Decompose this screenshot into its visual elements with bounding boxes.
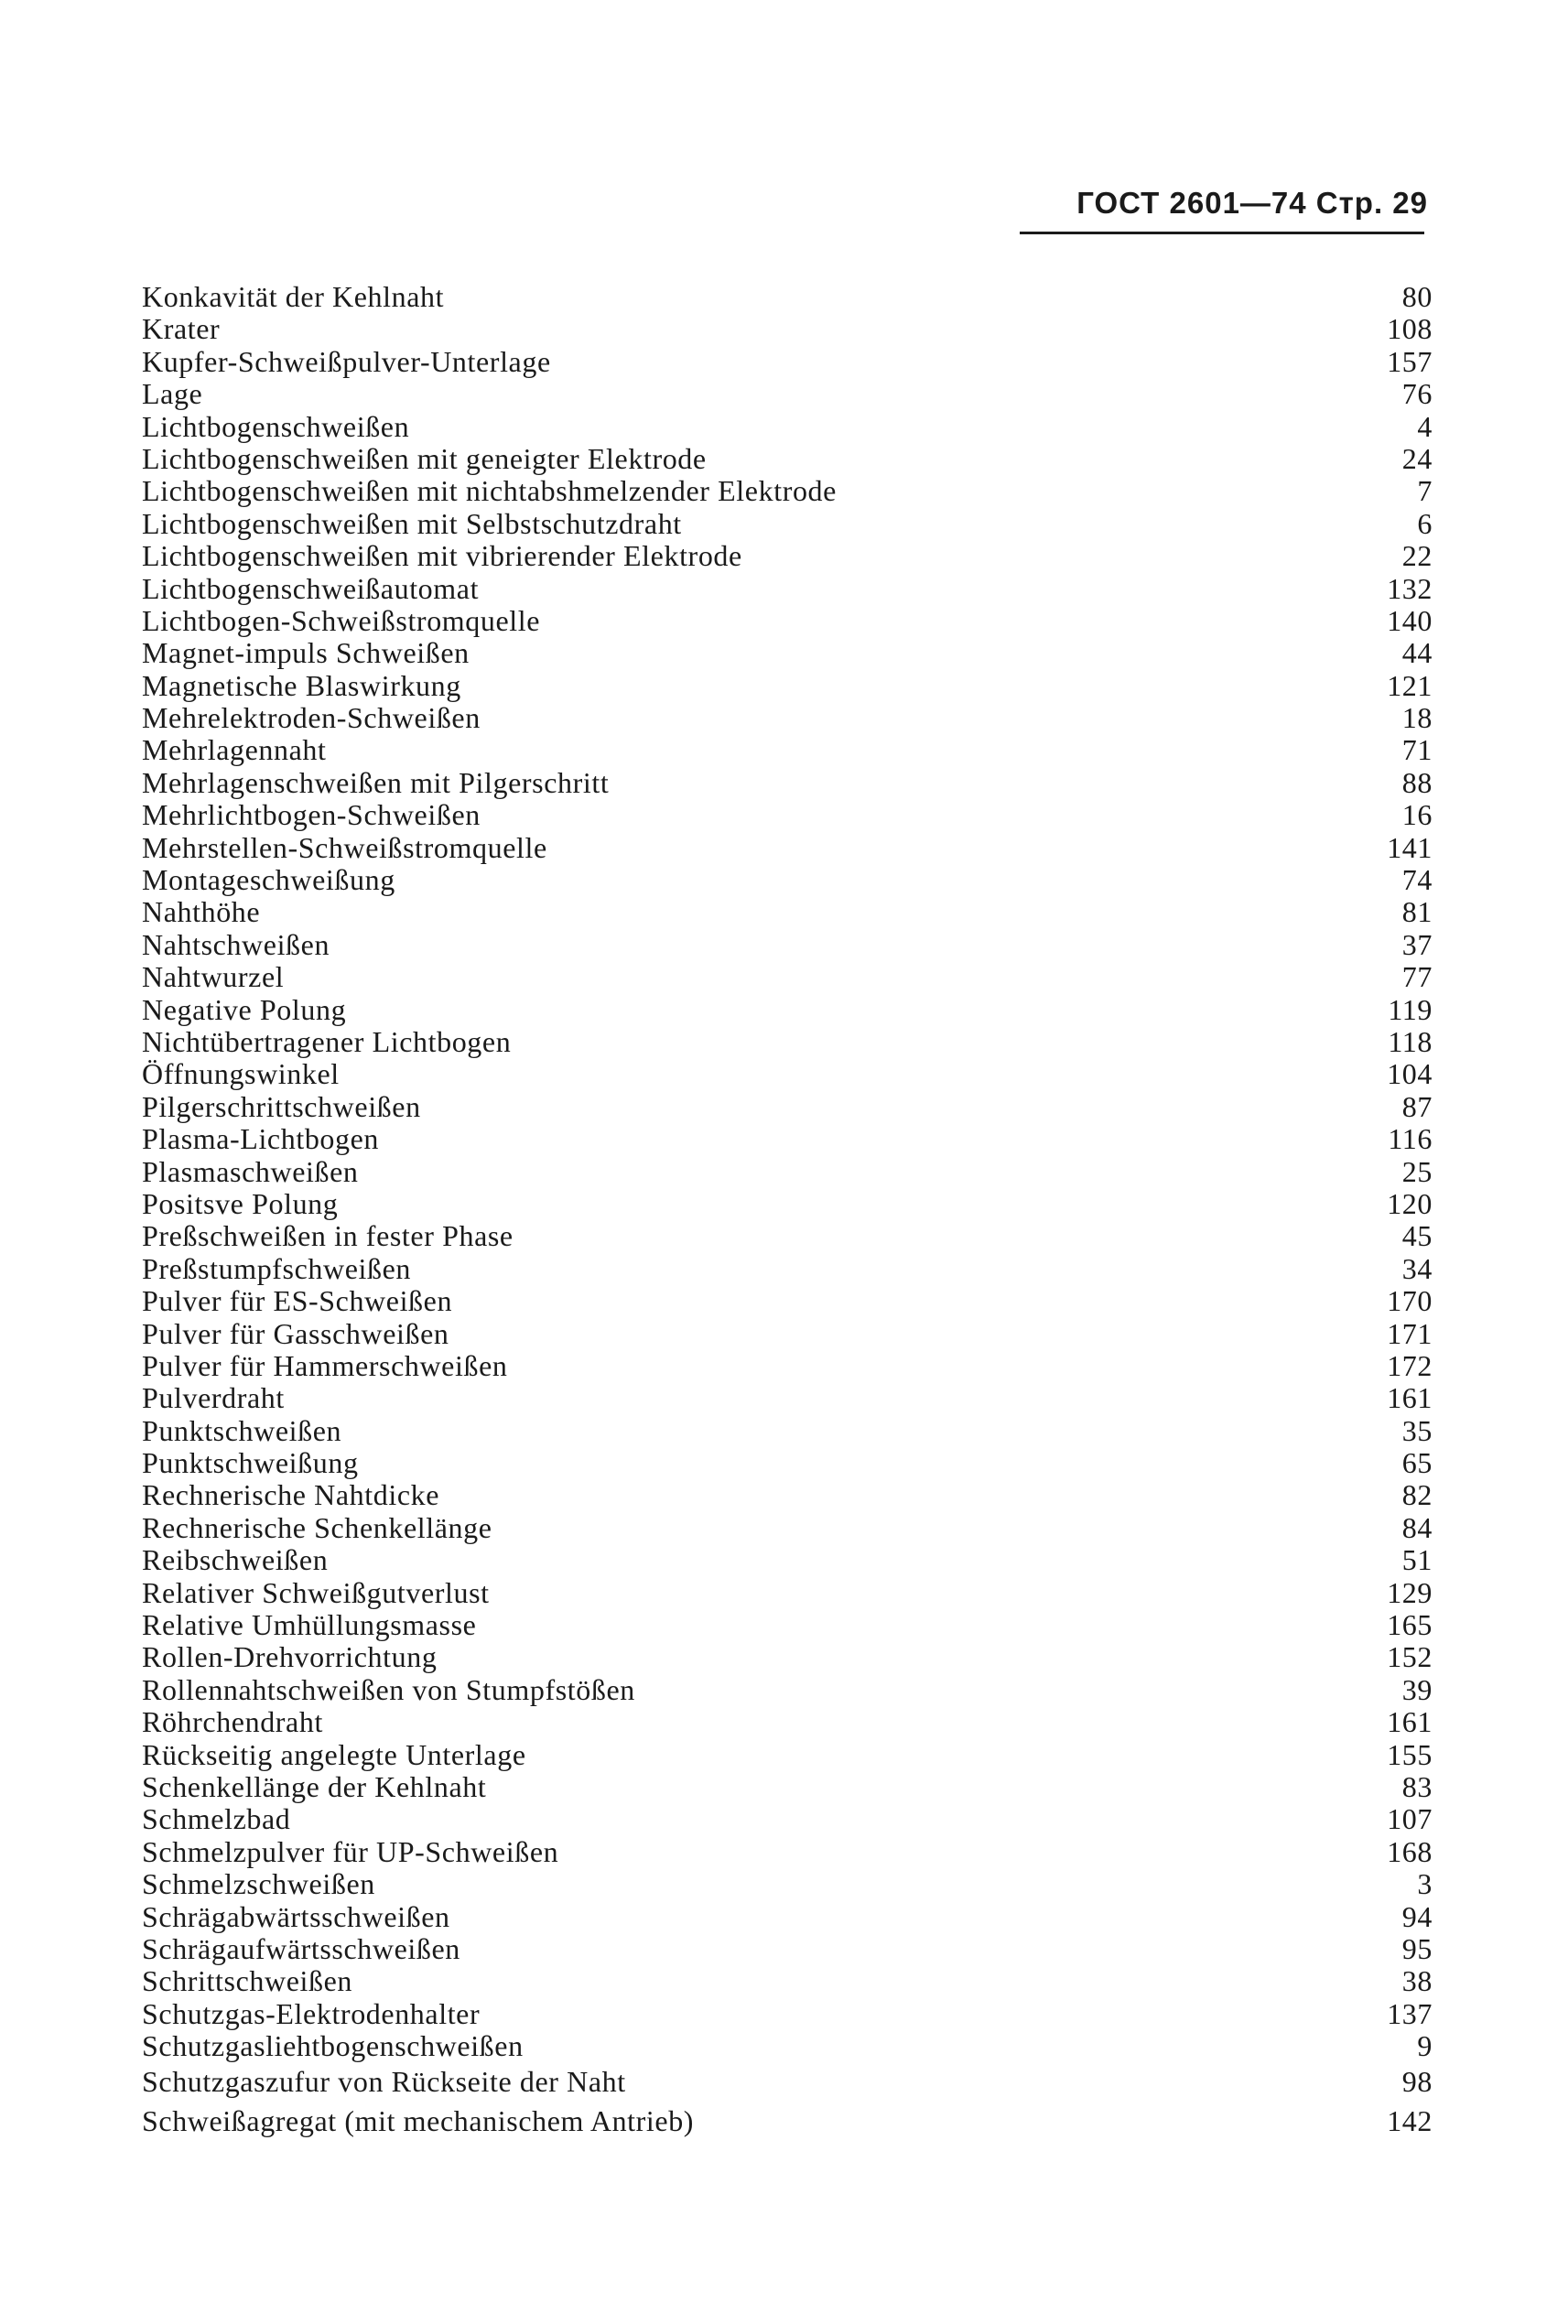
index-page-number: 74: [1401, 863, 1433, 897]
index-term: Positsve Polung: [142, 1187, 339, 1220]
index-term: Preßschweißen in fester Phase: [142, 1220, 514, 1253]
index-term: Lage: [142, 378, 203, 411]
index-entry: [142, 378, 1433, 410]
index-term: Schutzgas-Elektrodenhalter: [142, 1997, 481, 2030]
index-term: Schutzgasliehtbogenschweißen: [142, 2030, 524, 2063]
index-term: Rechnerische Schenkellänge: [142, 1511, 492, 1544]
index-entry: [142, 1803, 1433, 1835]
index-entry: [142, 411, 1433, 443]
index-entry: [142, 1739, 1433, 1771]
index-page-number: 35: [1401, 1413, 1433, 1447]
index-term: Lichtbogenschweißen mit Selbstschutzdraht: [142, 507, 682, 540]
index-page-number: 142: [1387, 2104, 1433, 2138]
index-page-number: 137: [1387, 1996, 1433, 2030]
index-entry: [142, 346, 1433, 378]
index-entry: [142, 1933, 1433, 1965]
index-page-number: 45: [1401, 1219, 1433, 1253]
index-entry: [142, 1188, 1433, 1220]
index-entry: [142, 961, 1433, 993]
index-page-number: 3: [1417, 1867, 1433, 1901]
page-header: ГОСТ 2601—74 Стр. 29: [1076, 186, 1428, 220]
index-term: Schweißagregat (mit mechanischem Antrieb): [142, 2104, 695, 2138]
index-term: Lichtbogenschweißen mit nichtabshmelzender Elektrode: [142, 475, 837, 508]
index-term: Pulver für Hammerschweißen: [142, 1349, 508, 1382]
index-entry: [142, 1868, 1433, 1900]
index-entry: [142, 1479, 1433, 1511]
index-entry: [142, 508, 1433, 540]
index-page-number: 129: [1387, 1575, 1433, 1609]
index-entry: [142, 670, 1433, 702]
index-term: Mehrlagennaht: [142, 734, 327, 767]
index-term: Rollen-Drehvorrichtung: [142, 1641, 438, 1674]
index-entry: [142, 1253, 1433, 1285]
index-term: Nichtübertragener Lichtbogen: [142, 1025, 512, 1058]
index-page-number: 120: [1387, 1186, 1433, 1220]
index-entry: [142, 1609, 1433, 1641]
index-page-number: 94: [1401, 1899, 1433, 1933]
index-entry: [142, 1706, 1433, 1738]
index-entry: [142, 2102, 1433, 2141]
index-term: Plasmaschweißen: [142, 1155, 359, 1188]
index-entry: [142, 2062, 1433, 2102]
index-entry: [142, 1901, 1433, 1933]
index-term: Relativer Schweißgutverlust: [142, 1576, 490, 1609]
index-term: Schmelzbad: [142, 1803, 291, 1836]
index-term: Preßstumpfschweißen: [142, 1252, 412, 1285]
index-term: Pulver für Gasschweißen: [142, 1317, 449, 1350]
index-page-number: 71: [1401, 733, 1433, 767]
index-entry: [142, 1998, 1433, 2030]
index-term: Lichtbogenschweißen mit geneigter Elektrode: [142, 442, 707, 475]
index-page-number: 88: [1401, 765, 1433, 799]
index-page-number: 25: [1401, 1154, 1433, 1188]
index-page-number: 118: [1388, 1024, 1433, 1058]
index-entry: [142, 1382, 1433, 1414]
index-entry: [142, 281, 1433, 313]
index-term: Lichtbogenschweißautomat: [142, 572, 480, 605]
index-page-number: 98: [1401, 2065, 1433, 2099]
index-entry: [142, 1350, 1433, 1382]
index-term: Rückseitig angelegte Unterlage: [142, 1738, 526, 1771]
index-entry: [142, 1965, 1433, 1997]
index-page-number: 170: [1387, 1284, 1433, 1318]
index-page-number: 6: [1417, 506, 1433, 540]
index-term: Relative Umhüllungsmasse: [142, 1609, 477, 1642]
index-list: [142, 281, 1433, 2141]
index-entry: [142, 1091, 1433, 1123]
index-term: Pulver für ES-Schweißen: [142, 1285, 453, 1318]
index-page-number: 155: [1387, 1737, 1433, 1771]
index-term: Mehrlichtbogen-Schweißen: [142, 799, 481, 832]
index-term: Nahthöhe: [142, 896, 261, 929]
index-page-number: 80: [1401, 280, 1433, 313]
index-term: Schmelzpulver für UP-Schweißen: [142, 1835, 559, 1868]
index-entry: [142, 443, 1433, 475]
index-entry: [142, 702, 1433, 734]
index-term: Magnet-impuls Schweißen: [142, 637, 470, 670]
index-entry: [142, 1123, 1433, 1155]
index-page-number: 76: [1401, 377, 1433, 411]
index-page-number: 18: [1401, 701, 1433, 735]
index-page-number: 132: [1387, 571, 1433, 605]
index-page-number: 9: [1417, 2029, 1433, 2063]
index-term: Montageschweißung: [142, 864, 395, 897]
index-entry: [142, 896, 1433, 928]
index-entry: [142, 929, 1433, 961]
index-term: Kupfer-Schweißpulver-Unterlage: [142, 345, 551, 378]
index-entry: [142, 1026, 1433, 1058]
index-term: Magnetische Blaswirkung: [142, 669, 461, 702]
index-term: Reibschweißen: [142, 1544, 329, 1577]
index-entry: [142, 1058, 1433, 1090]
index-entry: [142, 832, 1433, 864]
index-page-number: 24: [1401, 441, 1433, 475]
index-term: Mehrlagenschweißen mit Pilgerschritt: [142, 766, 610, 799]
index-page-number: 81: [1401, 895, 1433, 929]
index-entry: [142, 1641, 1433, 1673]
index-page-number: 141: [1387, 830, 1433, 864]
index-entry: [142, 475, 1433, 507]
header-rule: [1020, 232, 1424, 234]
index-term: Rollennahtschweißen von Stumpfstößen: [142, 1673, 635, 1706]
index-term: Lichtbogenschweißen mit vibrierender Elektrode: [142, 540, 742, 573]
index-entry: [142, 1156, 1433, 1188]
index-term: Mehrstellen-Schweißstromquelle: [142, 831, 547, 864]
index-page-number: 38: [1401, 1964, 1433, 1998]
index-term: Schutzgaszufur von Rückseite der Naht: [142, 2065, 626, 2099]
index-page-number: 121: [1387, 668, 1433, 702]
index-page-number: 161: [1387, 1381, 1433, 1415]
index-page-number: 44: [1401, 636, 1433, 670]
index-page-number: 83: [1401, 1769, 1433, 1803]
index-entry: [142, 1771, 1433, 1803]
index-entry: [142, 767, 1433, 799]
index-term: Lichtbogen-Schweißstromquelle: [142, 604, 541, 637]
index-page-number: 84: [1401, 1510, 1433, 1544]
index-page-number: 82: [1401, 1478, 1433, 1512]
index-entry: [142, 1836, 1433, 1868]
index-entry: [142, 1512, 1433, 1544]
index-term: Schrägabwärtsschweißen: [142, 1900, 450, 1933]
index-entry: [142, 734, 1433, 766]
index-page-number: 65: [1401, 1446, 1433, 1480]
index-page-number: 77: [1401, 960, 1433, 994]
index-page-number: 172: [1387, 1348, 1433, 1382]
index-entry: [142, 1415, 1433, 1447]
index-term: Lichtbogenschweißen: [142, 410, 410, 443]
index-term: Schrittschweißen: [142, 1965, 352, 1998]
index-entry: [142, 1318, 1433, 1350]
index-page-number: 119: [1388, 992, 1433, 1026]
index-term: Punktschweißen: [142, 1414, 342, 1447]
index-page-number: 7: [1417, 474, 1433, 508]
index-page-number: 16: [1401, 798, 1433, 832]
index-term: Krater: [142, 313, 221, 346]
index-page-number: 95: [1401, 1931, 1433, 1965]
index-page-number: 37: [1401, 927, 1433, 961]
index-term: Schmelzschweißen: [142, 1868, 375, 1901]
index-entry: [142, 637, 1433, 669]
index-entry: [142, 605, 1433, 637]
index-page-number: 168: [1387, 1834, 1433, 1868]
index-page-number: 157: [1387, 344, 1433, 378]
index-term: Plasma-Lichtbogen: [142, 1123, 380, 1156]
index-entry: [142, 313, 1433, 345]
index-entry: [142, 540, 1433, 572]
index-entry: [142, 799, 1433, 831]
index-page-number: 87: [1401, 1089, 1433, 1123]
index-term: Konkavität der Kehlnaht: [142, 281, 445, 313]
index-page-number: 108: [1387, 312, 1433, 346]
index-entry: [142, 994, 1433, 1026]
index-page-number: 39: [1401, 1672, 1433, 1706]
index-term: Nahtschweißen: [142, 928, 330, 961]
index-entry: [142, 1220, 1433, 1252]
index-term: Röhrchendraht: [142, 1706, 323, 1739]
index-entry: [142, 1447, 1433, 1479]
index-page-number: 152: [1387, 1640, 1433, 1674]
index-term: Pulverdraht: [142, 1382, 285, 1415]
index-entry: [142, 573, 1433, 605]
index-page-number: 51: [1401, 1543, 1433, 1577]
index-entry: [142, 1285, 1433, 1317]
index-page-number: 107: [1387, 1802, 1433, 1836]
index-term: Pilgerschrittschweißen: [142, 1090, 421, 1123]
index-page-number: 140: [1387, 603, 1433, 637]
index-page-number: 165: [1387, 1608, 1433, 1642]
index-entry: [142, 2030, 1433, 2062]
index-term: Nahtwurzel: [142, 961, 285, 994]
index-entry: [142, 1577, 1433, 1609]
index-term: Rechnerische Nahtdicke: [142, 1479, 440, 1512]
index-page-number: 171: [1387, 1316, 1433, 1350]
index-page-number: 22: [1401, 539, 1433, 573]
index-page-number: 4: [1417, 409, 1433, 443]
index-term: Negative Polung: [142, 993, 347, 1026]
index-page-number: 104: [1387, 1057, 1433, 1091]
index-entry: [142, 1544, 1433, 1576]
index-entry: [142, 1674, 1433, 1706]
index-term: Öffnungswinkel: [142, 1058, 340, 1091]
index-term: Schenkellänge der Kehlnaht: [142, 1770, 487, 1803]
index-entry: [142, 864, 1433, 896]
index-page-number: 161: [1387, 1705, 1433, 1739]
index-term: Schrägaufwärtsschweißen: [142, 1932, 460, 1965]
index-page-number: 34: [1401, 1251, 1433, 1285]
index-term: Mehrelektroden-Schweißen: [142, 702, 481, 735]
index-page-number: 116: [1388, 1122, 1433, 1156]
index-term: Punktschweißung: [142, 1447, 359, 1480]
